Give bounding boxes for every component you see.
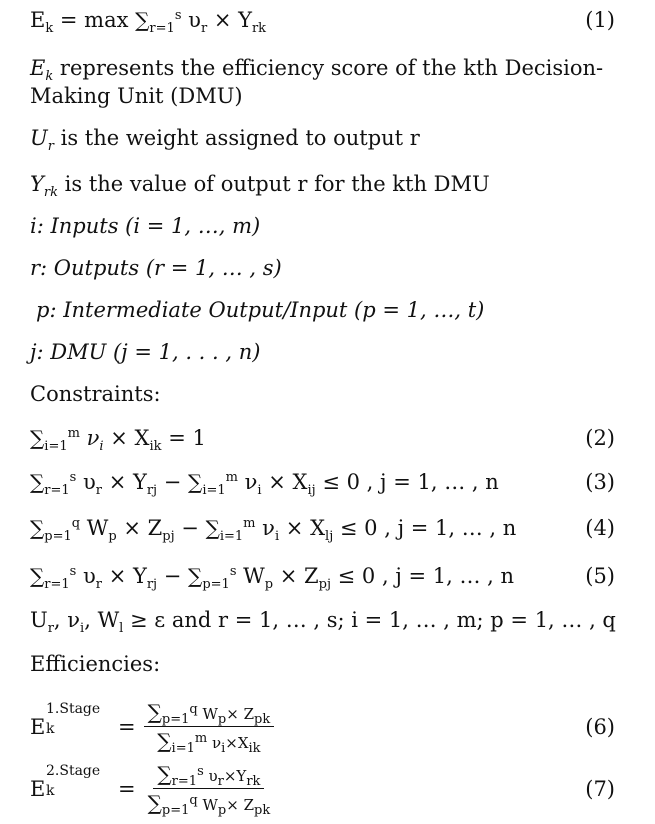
index-p: p: Intermediate Output/Input (p = 1, …, t)	[36, 298, 485, 322]
efficiencies-heading: Efficiencies:	[30, 652, 161, 676]
constraints-heading: Constraints:	[30, 382, 161, 406]
constraint-bounds: $U_r$, $\nu_i$, $W_l \ge \varepsilon$ and r = 1, … , s; i = 1, … , m; p = 1, … , q	[30, 608, 616, 637]
equation-2: $\sum_{i=1}^m$ $\nu_i \times X_{ik} = 1$ (2)	[30, 426, 615, 455]
definition-yrk: $Y_{rk}$ is the value of output r for the kth DMU	[30, 172, 490, 201]
equation-4-number: (4)	[585, 516, 615, 540]
equation-4: $\sum_{p=1}^q$ $W_p \times Z_{pj} - \sum_{i=1}^m$ $\nu_i \times X_{lj} \le 0$ , j = 1, … , n (4)	[30, 516, 615, 545]
equation-3: $\sum_{r=1}^s$ $\upsilon_r \times Y_{rj} - \sum_{i=1}^m$ $\nu_i \times X_{ij} \le 0$ , j = 1, … , n (3)	[30, 470, 615, 499]
definition-ek-continued: Making Unit (DMU)	[30, 84, 243, 108]
equation-6: E 1.Stage k = $\frac{\sum_{p=1}^q W_p\times Z_{pk}}{\sum_{i=1}^m \nu_i\times X_{ik}}$ (6)	[30, 700, 615, 756]
equation-5: $\sum_{r=1}^s$ $\upsilon_r \times Y_{rj} - \sum_{p=1}^s$ $W_p \times Z_{pj} \le 0$ , j = 1, … , n (5)	[30, 564, 615, 593]
equation-1-number: (1)	[585, 8, 615, 32]
definition-ur: $U_r$ is the weight assigned to output r	[30, 126, 420, 155]
index-j: j: DMU (j = 1, . . . , n)	[30, 340, 261, 364]
equation-1: $E_k = \max \sum_{r=1}^s$ $\upsilon_r \times Y_{rk}$ (1)	[30, 8, 615, 37]
equation-5-number: (5)	[585, 564, 615, 588]
definition-ek: $E_k$ represents the efficiency score of the kth Decision-	[30, 56, 604, 85]
index-r: r: Outputs (r = 1, … , s)	[30, 256, 282, 280]
equation-7-number: (7)	[585, 776, 615, 801]
equation-2-number: (2)	[585, 426, 615, 450]
equation-7: E 2.Stage k = $\frac{\sum_{r=1}^s \upsilon_r\times Y_{rk}}{\sum_{p=1}^q W_p\times Z_{pk}}$ (7)	[30, 762, 615, 818]
equation-3-number: (3)	[585, 470, 615, 494]
equation-6-number: (6)	[585, 714, 615, 739]
index-i: i: Inputs (i = 1, …, m)	[30, 214, 261, 238]
